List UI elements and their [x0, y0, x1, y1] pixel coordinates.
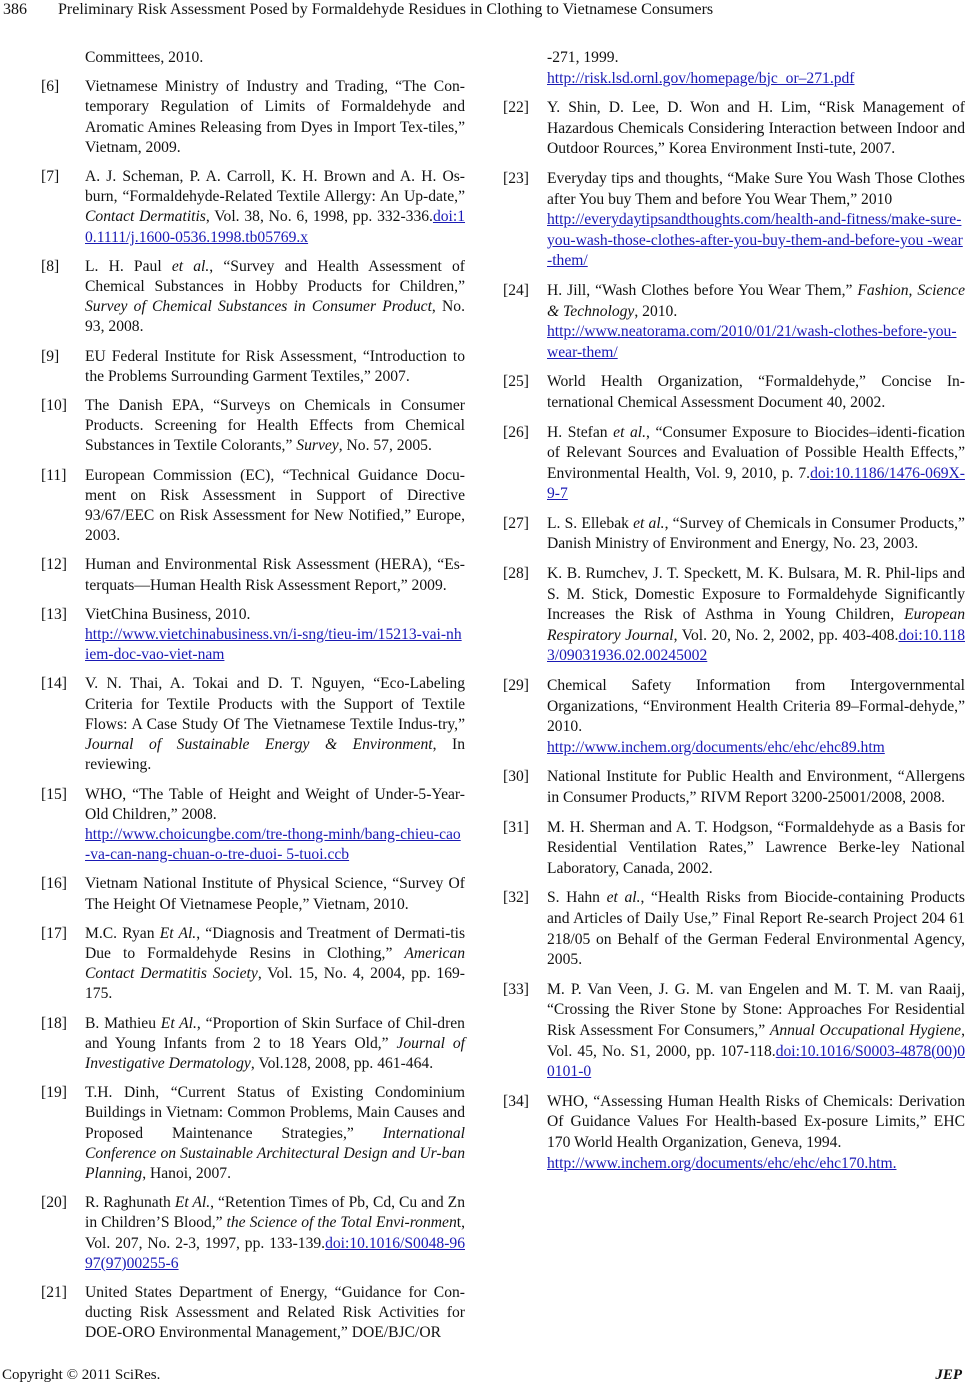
reference-item — [503, 98, 965, 160]
reference-text: M.C. Ryan — [85, 924, 160, 942]
reference-number: [21] — [41, 1283, 67, 1301]
reference-item — [41, 1283, 465, 1344]
reference-text: , “Proportion of Skin Surface of Chil-dren and Young Infants from 2 to 18 Years Old,” — [85, 1014, 465, 1052]
reference-link[interactable]: doi:10.1016/S0003-4878(00)00101-0 — [547, 1042, 965, 1081]
reference-text: , “Survey and Health Assessment of Chemical Substances in Hobby Products for Children,” — [85, 257, 465, 296]
reference-number: [11] — [41, 466, 67, 484]
reference-text: VietChina Business, 2010. — [85, 605, 251, 623]
reference-text: World Health Organization, “Formaldehyde,” Concise In-ternational Chemical Assessment Document 40, 2002. — [547, 373, 965, 411]
reference-link[interactable]: doi:10.1111/j.1600-0536.1998.tb05769.x — [85, 208, 466, 246]
copyright-notice: Copyright © 2011 SciRes. — [2, 1367, 161, 1383]
reference-item — [503, 169, 965, 272]
reference-item — [503, 767, 965, 808]
reference-item — [41, 785, 465, 866]
reference-italic-text: European Respiratory Journal — [547, 606, 965, 644]
reference-text: L. S. Ellebak — [547, 514, 634, 532]
reference-link[interactable]: http://www.vietchinabusiness.vn/i-sng/tieu-im/15213-vai-nhiem-doc-vao-viet-nam — [85, 626, 462, 664]
reference-text: Chemical Safety Information from Intergovernmental Organizations, “Environment Health Criteria 89–Formal-dehyde,” 2010. — [547, 677, 965, 736]
reference-italic-text: Et Al. — [159, 924, 197, 942]
reference-italic-text: et al. — [613, 423, 647, 441]
reference-number: [12] — [41, 556, 67, 574]
reference-item — [41, 466, 465, 547]
reference-item — [503, 514, 965, 555]
reference-text: S. Hahn — [547, 889, 607, 907]
reference-number: [30] — [503, 768, 529, 786]
reference-item — [503, 888, 965, 970]
reference-item — [41, 555, 465, 595]
reference-italic-text: et al. — [606, 889, 641, 907]
reference-item — [503, 48, 965, 89]
reference-italic-text: Et Al. — [174, 1194, 211, 1212]
reference-text: , 2010. — [634, 302, 678, 320]
reference-number: [18] — [41, 1014, 67, 1032]
reference-item — [503, 372, 965, 413]
reference-item — [41, 77, 465, 158]
reference-number: [24] — [503, 281, 529, 299]
reference-number: [9] — [41, 347, 60, 365]
reference-italic-text: Fashion, Science & Technology — [547, 281, 965, 320]
reference-text: National Institute for Public Health and Environment, “Allergens in Consumer Products,” RIVM Report 3200-25001/2008, 2008. — [547, 768, 965, 806]
reference-text: , “Diagnosis and Treatment of Dermati-tis Due to Formaldehyde Resins in Clothing,” — [85, 924, 466, 962]
reference-text: European Commission (EC), “Technical Guidance Docu-ment on Risk Assessment in Support of Directive 93/67/EEC on Risk Assessment for New Notified,” Europe, 2003. — [85, 466, 465, 545]
reference-italic-text: Contact Dermatitis — [85, 208, 206, 226]
reference-item — [41, 674, 465, 775]
reference-item — [41, 1083, 465, 1184]
reference-number: [8] — [41, 257, 60, 275]
reference-italic-text: Survey of Chemical Substances in Consumer Product — [85, 298, 432, 316]
reference-text: , In reviewing. — [85, 736, 465, 774]
reference-item — [41, 1193, 465, 1274]
reference-text: , “Retention Times of Pb, Cd, Cu and Zn in Children’S Blood,” — [85, 1194, 465, 1232]
reference-text: M. P. Van Veen, J. G. M. van Engelen and M. T. M. van Raaij, “Crossing the River Stone by Stone: Approaches For Residential Risk Assessment For Consumers,” — [547, 980, 965, 1039]
reference-text: EU Federal Institute for Risk Assessment, “Introduction to the Problems Surrounding Garment Textiles,” 2007. — [85, 347, 465, 385]
reference-number: [27] — [503, 514, 529, 532]
reference-italic-text: American Contact Dermatitis Society — [85, 944, 465, 983]
reference-italic-text: Journal of Investigative Dermatology — [85, 1034, 465, 1072]
reference-item — [41, 167, 465, 248]
reference-item — [503, 1092, 965, 1174]
reference-text: , “Health Risks from Biocide-containing Products and Articles of Daily Use,” Final Report Re-search Project 204 61 218/05 on Behalf of the German Federal Environmental Agency, 2005. — [547, 889, 965, 969]
reference-number: [10] — [41, 397, 67, 415]
reference-item — [41, 1014, 465, 1075]
reference-item — [41, 48, 465, 68]
reference-italic-text: et al. — [633, 514, 665, 532]
reference-item — [41, 257, 465, 338]
reference-italic-text: Annual Occupational Hygiene — [769, 1021, 962, 1039]
reference-text: , No. 57, 2005. — [338, 437, 432, 455]
reference-link[interactable]: http://www.neatorama.com/2010/01/21/wash-clothes-before-you-wear-them/ — [547, 323, 957, 361]
reference-number: [29] — [503, 677, 529, 695]
reference-item — [41, 924, 465, 1005]
reference-italic-text: Survey — [296, 437, 339, 455]
reference-item — [503, 281, 965, 363]
references-left-column — [41, 48, 465, 1353]
reference-link[interactable]: doi:10.1186/1476-069X-9-7 — [547, 464, 965, 503]
journal-abbrev: JEP — [935, 1367, 962, 1383]
reference-text: B. Mathieu — [85, 1014, 161, 1032]
reference-text: , Vol. 20, No. 2, 2002, pp. 403-408. — [673, 626, 899, 644]
reference-text: H. Stefan — [547, 423, 614, 441]
reference-text: A. J. Scheman, P. A. Carroll, K. H. Brown and A. H. Os-burn, “Formaldehyde-Related Textile Allergy: An Up-date,” — [85, 168, 465, 206]
running-header — [0, 0, 965, 24]
reference-text: , Vol. 38, No. 6, 1998, pp. 332-336. — [205, 208, 433, 226]
reference-text: Vietnam National Institute of Physical Science, “Survey Of The Height Of Vietnamese People,” Vietnam, 2010. — [85, 875, 465, 913]
reference-italic-text: Et Al. — [160, 1014, 197, 1032]
reference-link[interactable]: http://www.inchem.org/documents/ehc/ehc/ehc170.htm. — [547, 1154, 897, 1172]
reference-text: T.H. Dinh, “Current Status of Existing Condominium Buildings in Vietnam: Common Problems, Main Causes and Proposed Maintenance Strategies,” — [85, 1084, 465, 1142]
reference-number: [28] — [503, 565, 529, 583]
reference-item — [41, 396, 465, 457]
reference-text: , “Consumer Exposure to Biocides–identi-fication of Relevant Sources and Evaluation of Possible Health Effects,” Environmental Health, Vol. 9, 2010, p. 7. — [547, 423, 965, 482]
reference-number: [19] — [41, 1084, 67, 1102]
reference-text: L. H. Paul — [85, 257, 172, 275]
reference-text: , “Survey of Chemicals in Consumer Products,” Danish Ministry of Environment and Energy, No. 23, 2003. — [547, 514, 965, 553]
reference-text: Everyday tips and thoughts, “Make Sure You Wash Those Clothes after You buy Them and before You Wear Them,” 2010 — [547, 169, 965, 208]
reference-text: -271, 1999. — [547, 49, 619, 66]
reference-text: H. Jill, “Wash Clothes before You Wear Them,” — [547, 281, 858, 299]
reference-italic-text: International Conference on Sustainable Architectural Design and Ur-ban Planning — [85, 1124, 465, 1182]
reference-number: [34] — [503, 1092, 529, 1110]
reference-item — [41, 874, 465, 914]
reference-number: [17] — [41, 924, 67, 942]
reference-link[interactable]: http://www.inchem.org/documents/ehc/ehc/ehc89.htm — [547, 738, 885, 756]
reference-text: Human and Environmental Risk Assessment (HERA), “Es-terquats—Human Health Risk Assessment Report,” 2009. — [85, 556, 465, 594]
reference-link[interactable]: doi:10.1183/09031936.02.00245002 — [547, 626, 965, 665]
reference-text: M. H. Sherman and A. T. Hodgson, “Formaldehyde as a Basis for Residential Ventilation Rates,” Lawrence Berke-ley National Laboratory, Canada, 2002. — [547, 818, 965, 877]
reference-italic-text: Journal of Sustainable Energy & Environment — [85, 736, 433, 754]
page-number: 386 — [3, 1, 27, 18]
reference-text: t, Vol. 207, No. 2-3, 1997, pp. 133-139. — [85, 1214, 465, 1252]
reference-link[interactable]: doi:10.1016/S0048-9697(97)00255-6 — [85, 1234, 465, 1272]
page-footer — [0, 1366, 965, 1386]
reference-text: V. N. Thai, A. Tokai and D. T. Nguyen, “Eco-Labeling Criteria for Textile Products with the Support of Textile Flows: A Case Study Of The Vietnamese Textile Indus-try,” — [85, 675, 465, 733]
reference-number: [14] — [41, 675, 67, 693]
reference-text: United States Department of Energy, “Guidance for Con-ducting Risk Assessment and Related Risk Activities for DOE-ORO Environmental Management,” DOE/BJC/OR — [85, 1283, 465, 1342]
running-title: Preliminary Risk Assessment Posed by Formaldehyde Residues in Clothing to Vietnamese Consumers — [58, 1, 714, 18]
reference-number: [26] — [503, 423, 529, 441]
reference-item — [503, 676, 965, 758]
reference-text: Vietnamese Ministry of Industry and Trading, “The Con-temporary Regulation of Limits of Formaldehyde and Aromatic Amines Releasing from Dyes in Import Tex-tiles,” Vietnam, 2009. — [85, 78, 465, 156]
reference-text: R. Raghunath — [85, 1194, 175, 1212]
reference-number: [6] — [41, 78, 60, 96]
reference-link[interactable]: http://www.choicungbe.com/tre-thong-minh/bang-chieu-cao-va-can-nang-chuan-o-tre-duoi- 5-tuoi.ccb — [85, 825, 461, 864]
reference-link[interactable]: http://risk.lsd.ornl.gov/homepage/bjc_or–271.pdf — [547, 69, 855, 87]
reference-text: WHO, “Assessing Human Health Risks of Chemicals: Derivation Of Guidance Values For Health-based Ex-posure Limits,” EHC 170 World Health Organization, Geneva, 1994. — [547, 1092, 965, 1151]
reference-italic-text: et al. — [171, 257, 210, 275]
reference-item — [41, 347, 465, 387]
reference-number: [15] — [41, 785, 67, 803]
reference-text: , No. 93, 2008. — [85, 298, 465, 336]
reference-number: [31] — [503, 818, 529, 836]
reference-text: , Hanoi, 2007. — [142, 1164, 231, 1182]
reference-text: , Vol. 15, No. 4, 2004, pp. 169-175. — [85, 965, 466, 1003]
reference-italic-text: the Science of the Total Envi-ronmen — [226, 1214, 457, 1232]
reference-text: The Danish EPA, “Surveys on Chemicals in Consumer Products. Screening for Health Effects from Chemical Substances in Textile Colorants,” — [85, 397, 465, 455]
reference-text: , Vol. 45, No. S1, 2000, pp. 107-118. — [547, 1021, 965, 1060]
reference-item — [503, 423, 965, 505]
reference-number: [13] — [41, 605, 67, 623]
reference-text: , Vol.128, 2008, pp. 461-464. — [250, 1054, 434, 1072]
reference-number: [23] — [503, 169, 529, 187]
reference-text: WHO, “The Table of Height and Weight of Under-5-Year-Old Children,” 2008. — [85, 785, 465, 823]
reference-item — [41, 605, 465, 666]
reference-number: [33] — [503, 980, 529, 998]
references-right-column — [503, 48, 965, 1183]
reference-number: [22] — [503, 99, 529, 117]
reference-number: [25] — [503, 373, 529, 391]
reference-number: [32] — [503, 889, 529, 907]
reference-number: [7] — [41, 168, 60, 186]
reference-text: Committees, 2010. — [85, 49, 204, 66]
reference-number: [16] — [41, 875, 67, 893]
reference-item — [503, 818, 965, 880]
reference-item — [503, 980, 965, 1083]
reference-text: K. B. Rumchev, J. T. Speckett, M. K. Bulsara, M. R. Phil-lips and S. M. Stick, Domestic Exposure to Formaldehyde Significantly Increases the Risk of Asthma in Young Children, — [547, 565, 965, 624]
reference-text: Y. Shin, D. Lee, D. Won and H. Lim, “Risk Management of Hazardous Chemicals Considering Interaction between Indoor and Outdoor Rources,” Korea Environment Insti-tute, 2007. — [547, 99, 965, 158]
reference-link[interactable]: http://everydaytipsandthoughts.com/health-and-fitness/make-sure-you-wash-those-clothes-after-you-buy-them-and-before-you -wear-them/ — [547, 211, 963, 270]
reference-item — [503, 564, 965, 667]
reference-number: [20] — [41, 1194, 67, 1212]
